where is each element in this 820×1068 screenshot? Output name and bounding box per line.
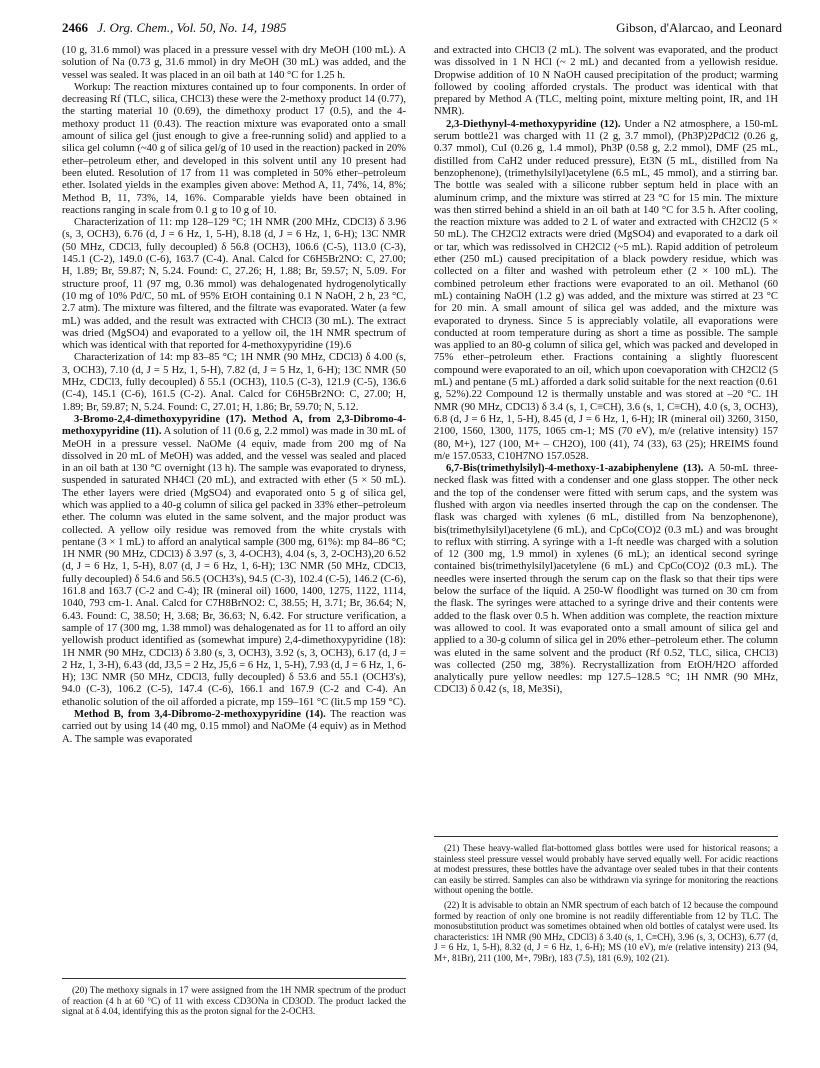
section-heading: 6,7-Bis(trimethylsilyl)-4-methoxy-1-azabiphenylene (13). bbox=[446, 463, 704, 475]
paragraph bbox=[62, 709, 406, 746]
footnote: (20) The methoxy signals in 17 were assigned from the 1H NMR spectrum of the product of reaction (4 h at 60 °C) of 11 with excess CD3ONa in CD3OD. The product lacked the signal at δ 4.04, identifying this as the proton signal for the 2-OCH3. bbox=[62, 985, 406, 1017]
page-number: 2466 bbox=[62, 20, 88, 35]
footnotes-left bbox=[62, 978, 406, 1021]
right-column bbox=[434, 45, 778, 697]
left-column bbox=[62, 45, 406, 746]
paragraph: and extracted into CHCl3 (2 mL). The solvent was evaporated, and the product was dissolved in 1 N HCl (~ 2 mL) and decanted from a yellowish residue. Dropwise addition of 10 N NaOH caused precipitation of the product; warming followed by cooling afforded crystals. The product was identical with that prepared by Method A (TLC, melting point, mixture melting point, IR, and 1H NMR). bbox=[434, 45, 778, 118]
paragraph: Workup: The reaction mixtures contained up to four components. In order of decreasing Rf (TLC, silica, CHCl3) these were the 2-methoxy product 14 (0.77), the starting material 10 (0.69), the dimethoxy product 17 (0.5), and the 4-methoxy product 11 (0.43). The reaction mixture was evaporated onto a small amount of silica gel (just enough to give a free-running solid) and applied to a silica gel column (~40 g of silica gel/g of 10 used in the reaction) packed in 20% ether–petroleum ether, and developed in this solvent until any 10 present had been eluted. Resolution of 17 from 11 was completed in 50% ether–petroleum ether. Isolated yields in the examples given above: Method A, 11, 74%, 14, 8%; Method B, 11, 73%, 14, 16%. Comparable yields have been obtained in reactions ranging in scale from 0.1 g to 10 g of 10. bbox=[62, 81, 406, 216]
running-head bbox=[62, 20, 782, 42]
section-heading: Method B, from 3,4-Dibromo-2-methoxypyridine (14). bbox=[74, 709, 326, 721]
paragraph bbox=[434, 463, 778, 697]
paragraph bbox=[62, 414, 406, 709]
paragraph-body: The reaction was carried out by using 14 (40 mg, 0.15 mmol) and NaOMe (4 equiv) as in Method A. The sample was evaporated bbox=[62, 709, 406, 745]
footnote: (22) It is advisable to obtain an NMR spectrum of each batch of 12 because the compound formed by reaction of only one bromine is not readily differentiable from 12 by TLC. The monosubstitution product was sometimes obtained when old bottles of catalyst were used. Its characteristics: 1H NMR (90 MHz, CDCl3) δ 3.40 (s, 1, C≡CH), 3.96 (s, 3, OCH3), 6.77 (d, J = 6 Hz, 1, 5-H), 8.32 (d, J = 6 Hz, 1, 6-H); MS (10 eV), m/e (relative intensity) 213 (94, M+, 81Br), 211 (100, M+, 79Br), 183 (7.5), 181 (6.9), 102 (21). bbox=[434, 899, 778, 963]
author-names: Gibson, d'Alarcao, and Leonard bbox=[616, 20, 782, 35]
paragraph: Characterization of 14: mp 83–85 °C; 1H NMR (90 MHz, CDCl3) δ 4.00 (s, 3, OCH3), 7.10 (d, J = 5 Hz, 1, 5-H), 7.82 (d, J = 5 Hz, 1, 6-H); 13C NMR (50 MHz, CDCl3, fully decoupled) δ 55.1 (OCH3), 110.5 (C-3), 121.9 (C-5), 136.6 (C-4), 145.1 (C-6), 161.5 (C-2). Anal. Calcd for C6H5Br2NO: C, 27.00; H, 1.89; Br, 59.87; N, 5.24. Found: C, 27.01; H, 1.86; Br, 59.70; N, 5.12. bbox=[62, 352, 406, 413]
running-head-left bbox=[62, 20, 286, 36]
paragraph-body: Under a N2 atmosphere, a 150-mL serum bottle21 was charged with 11 (2 g, 3.7 mmol), (Ph3P)2PdCl2 (0.26 g, 0.37 mmol), CuI (0.26 g, 1.4 mmol), Ph3P (0.58 g, 2.2 mmol), DMF (25 mL, distilled from CaH2 under reduced pressure), Et3N (5 mL, distilled from Na benzophenone), (trimethylsilyl)acetylene (6.5 mL, 45 mmol), and a stirring bar. The bottle was sealed with a silicone rubber septum held in place with an aluminum crimp, and the mixture was stirred at 23 °C for 15 min. The mixture was then stirred behind a shield in an oil bath at 140 °C for 3.5 h. After cooling, the reaction mixture was added to 2 L of water and extracted with CH2Cl2 (5 × 50 mL). The CH2Cl2 extracts were dried (MgSO4) and evaporated to a dark oil or tar, which was redissolved in CH2Cl2 (~5 mL). Rapid addition of petroleum ether (250 mL) caused precipitation of a black powdery residue, which was collected on a filter and washed with petroleum ether (2 × 100 mL). The combined petroleum ether fractions were evaporated to an oil. Methanol (60 mL) containing NaOH (1.2 g) was added, and the mixture was stirred at 23 °C for 20 min. A small amount of silica gel was added, and the mixture was evaporated to dryness. Since 5 is appreciably volatile, all evaporations were conducted at room temperature during as short a time as possible. The sample was applied to an 80-g column of silica gel, which was packed and developed in 75% ether–petroleum ether. Fractions containing a slightly fluorescent compound were evaporated to an oil, which upon coevaporation with CH2Cl2 (5 mL) and pentane (5 mL) afforded a dark solid suitable for the next reaction (0.61 g, 52%).22 Compound 12 is thermally unstable and was stored at –20 °C. 1H NMR (90 MHz, CDCl3) δ 3.4 (s, 1, C≡CH), 3.6 (s, 1, C≡CH), 4.0 (s, 3, OCH3), 6.8 (d, J = 6 Hz, 1, 5-H), 8.45 (d, J = 6 Hz, 1, 6-H); IR (mineral oil) 3260, 3150, 2100, 1560, 1300, 1175, 1065 cm-1; MS (70 eV), m/e (relative intensity) 157 (80, M+), 127 (100, M+ – CH2O), 100 (41), 74 (33), 63 (25); HREIMS found m/e 157.0533, C10H7NO 157.0528. bbox=[434, 118, 778, 462]
paragraph: (10 g, 31.6 mmol) was placed in a pressure vessel with dry MeOH (100 mL). A solution of Na (0.73 g, 31.6 mmol) in dry MeOH (30 mL) was added, and the vessel was sealed. It was placed in an oil bath at 140 °C for 1.25 h. bbox=[62, 45, 406, 81]
paragraph bbox=[434, 119, 778, 463]
footnotes-right bbox=[434, 836, 778, 968]
paragraph-body: A 50-mL three-necked flask was fitted with a condenser and one glass stopper. The other neck and the top of the condenser were fitted with serum caps, and the system was flushed with argon via needles inserted through the cap on the condenser. The flask was charged with xylenes (6 mL, distilled from Na benzophenone), bis(trimethylsilyl)acetylene (6 mL), and CpCo(CO)2 (0.3 mL) and was brought to reflux with stirring. A syringe with a 1-ft needle was charged with a solution of 12 (300 mg, 1.9 mmol) in xylenes (6 mL); an identical second syringe contained bis(trimethylsilyl)acetylene (6 mL) and CpCo(CO)2 (0.3 mL). The needles were inserted through the serum cap on the flask so that their tips were below the surface of the liquid. A 250-W floodlight was turned on 30 cm from the flask. The syringes were attached to a syringe drive and their contents were added to the flask over 0.5 h. When addition was complete, the reaction mixture was allowed to cool. It was evaporated onto a small amount of silica gel and applied to a 30-g column of silica gel in 20% ether–petroleum ether. The column was eluted in the same solvent and the product (Rf 0.52, TLC, silica, CHCl3) was collected (250 mg, 38%). Recrystallization from EtOH/H2O afforded analytically pure yellow needles: mp 127.5–128.5 °C; 1H NMR (90 MHz, CDCl3) δ 0.42 (s, 18, Me3Si), bbox=[434, 463, 778, 696]
section-heading: 3-Bromo-2,4-dimethoxypyridine (17). Method A, from 2,3-Dibromo-4-methoxypyridine (11). bbox=[62, 413, 406, 438]
paragraph-body: A solution of 11 (0.6 g, 2.2 mmol) was made in 30 mL of MeOH in a pressure vessel. NaOMe (4 equiv, made from 200 mg of Na dissolved in 20 mL of MeOH) was added, and the vessel was sealed and placed in an oil bath at 130 °C overnight (13 h). The sample was evaporated to dryness, suspended in saturated NH4Cl (20 mL), and extracted with ether (5 × 50 mL). The ether layers were dried (MgSO4) and evaporated onto 5 g of silica gel, which was applied to a 40-g column of silica gel packed in 33% ether–petroleum ether. The column was eluted in the same solvent, and the major product was collected. A yellow oily residue was removed from the white crystals with pentane (3 × 1 mL) to afford an analytical sample (300 mg, 61%): mp 84–86 °C; 1H NMR (90 MHz, CDCl3) δ 3.97 (s, 3, 4-OCH3), 4.04 (s, 3, 2-OCH3),20 6.52 (d, J = 6 Hz, 1, 5-H), 8.07 (d, J = 6 Hz, 1, 6-H); 13C NMR (50 MHz, CDCl3, fully decoupled) δ 54.6 and 56.5 (OCH3's), 94.5 (C-3), 102.4 (C-5), 146.2 (C-6), 161.8 and 163.7 (C-2 and C-4); IR (mineral oil) 1600, 1400, 1275, 1122, 1114, 1040, 793 cm-1. Anal. Calcd for C7H8BrNO2: C, 38.55; H, 3.71; Br, 36.64; N, 6.43. Found: C, 38.50; H, 3.68; Br, 36.63; N, 6.42. For structure verification, a sample of 17 (300 mg, 1.38 mmol) was dehalogenated as for 11 to afford an oily yellowish product identified as (somewhat impure) 2,4-dimethoxypyridine (18): 1H NMR (90 MHz, CDCl3) δ 3.80 (s, 3, OCH3), 3.92 (s, 3, OCH3), 6.17 (d, J = 2 Hz, 1, 3-H), 6.43 (dd, J3,5 = 2 Hz, J5,6 = 6 Hz, 1, 5-H), 7.93 (d, J = 6 Hz, 1, 6-H); 13C NMR (50 MHz, CDCl3, fully decoupled) δ 53.6 and 55.1 (OCH3's), 94.0 (C-3), 106.2 (C-5), 147.4 (C-6), 166.1 and 167.9 (C-2 and C-4). An ethanolic solution of the oil afforded a picrate, mp 159–161 °C (lit.5 mp 159 °C). bbox=[62, 426, 406, 708]
paragraph: Characterization of 11: mp 128–129 °C; 1H NMR (200 MHz, CDCl3) δ 3.96 (s, 3, OCH3), 6.76 (d, J = 6 Hz, 1, 5-H), 8.18 (d, J = 6 Hz, 1, 6-H); 13C NMR (50 MHz, CDCl3, fully decoupled) δ 56.8 (OCH3), 106.6 (C-5), 113.0 (C-3), 145.1 (C-2), 149.0 (C-6), 163.7 (C-4). Anal. Calcd for C6H5Br2NO: C, 27.00; H, 1.89; Br, 59.87; N, 5.24. Found: C, 27.26; H, 1.88; Br, 59.57; N, 5.09. For structure proof, 11 (97 mg, 0.36 mmol) was dehalogenated hydrogenolytically (10 mg of 10% Pd/C, 50 mL of 95% EtOH containing 0.1 N NaOH, 2 h, 23 °C, 2.7 atm). The mixture was filtered, and the filtrate was evaporated. Water (a few mL) was added, and the result was extracted with CHCl3 (30 mL). The extract was dried (MgSO4) and evaporated to a yellow oil, the 1H NMR spectrum of which was identical with that reported for 4-methoxypyridine (19).6 bbox=[62, 217, 406, 352]
journal-citation: J. Org. Chem., Vol. 50, No. 14, 1985 bbox=[97, 20, 287, 35]
footnote: (21) These heavy-walled flat-bottomed glass bottles were used for historical reasons; a stainless steel pressure vessel would probably have served equally well. For acidic reactions at modest pressures, these bottles have the advantage over sealed tubes in that their contents can easily be stirred. Samples can also be withdrawn via syringe for monitoring the reactions without opening the bottle. bbox=[434, 843, 778, 896]
section-heading: 2,3-Diethynyl-4-methoxypyridine (12). bbox=[446, 118, 621, 130]
